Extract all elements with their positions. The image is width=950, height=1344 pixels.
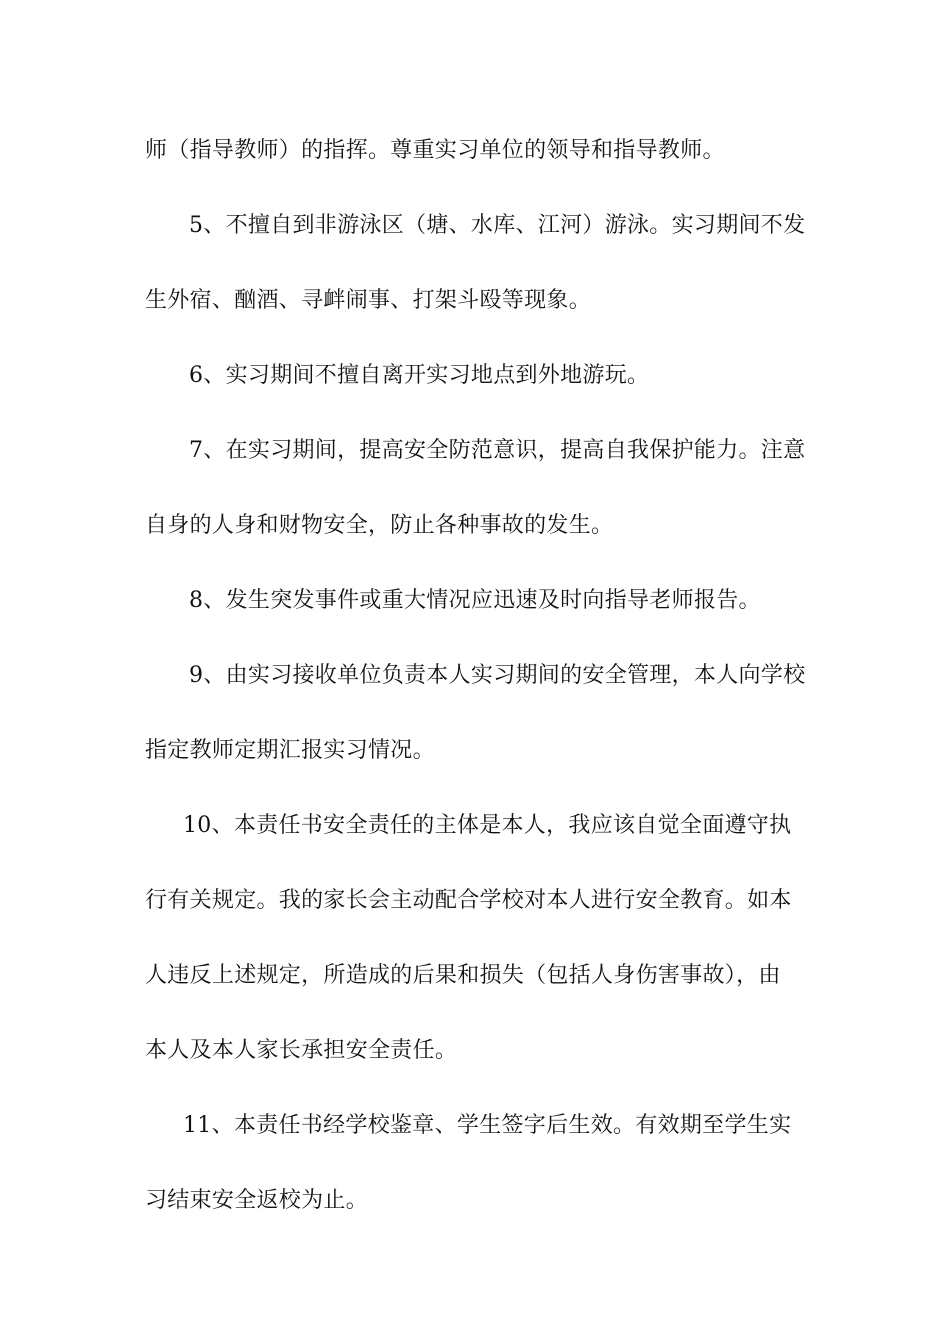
text-line: 5、不擅自到非游泳区（塘、水库、江河）游泳。实习期间不发 [189, 213, 806, 238]
text-line: 自身的人身和财物安全，防止各种事故的发生。 [145, 513, 614, 538]
text-line: 师（指导教师）的指挥。尊重实习单位的领导和指导教师。 [145, 138, 725, 163]
text-line: 指定教师定期汇报实习情况。 [145, 738, 435, 763]
text-line: 10、本责任书安全责任的主体是本人，我应该自觉全面遵守执 [183, 813, 792, 838]
text-line: 9、由实习接收单位负责本人实习期间的安全管理，本人向学校 [189, 663, 806, 688]
text-line: 7、在实习期间，提高安全防范意识，提高自我保护能力。注意 [189, 438, 806, 463]
text-line: 6、实习期间不擅自离开实习地点到外地游玩。 [189, 363, 650, 388]
text-line: 生外宿、酗酒、寻衅闹事、打架斗殴等现象。 [145, 288, 592, 313]
text-line: 11、本责任书经学校鉴章、学生签字后生效。有效期至学生实 [183, 1113, 792, 1138]
text-line: 8、发生突发事件或重大情况应迅速及时向指导老师报告。 [189, 588, 761, 613]
text-line: 人违反上述规定，所造成的后果和损失（包括人身伤害事故），由 [145, 963, 781, 988]
text-line: 习结束安全返校为止。 [145, 1188, 369, 1213]
text-line: 本人及本人家长承担安全责任。 [145, 1038, 458, 1063]
text-line: 行有关规定。我的家长会主动配合学校对本人进行安全教育。如本 [145, 888, 792, 913]
